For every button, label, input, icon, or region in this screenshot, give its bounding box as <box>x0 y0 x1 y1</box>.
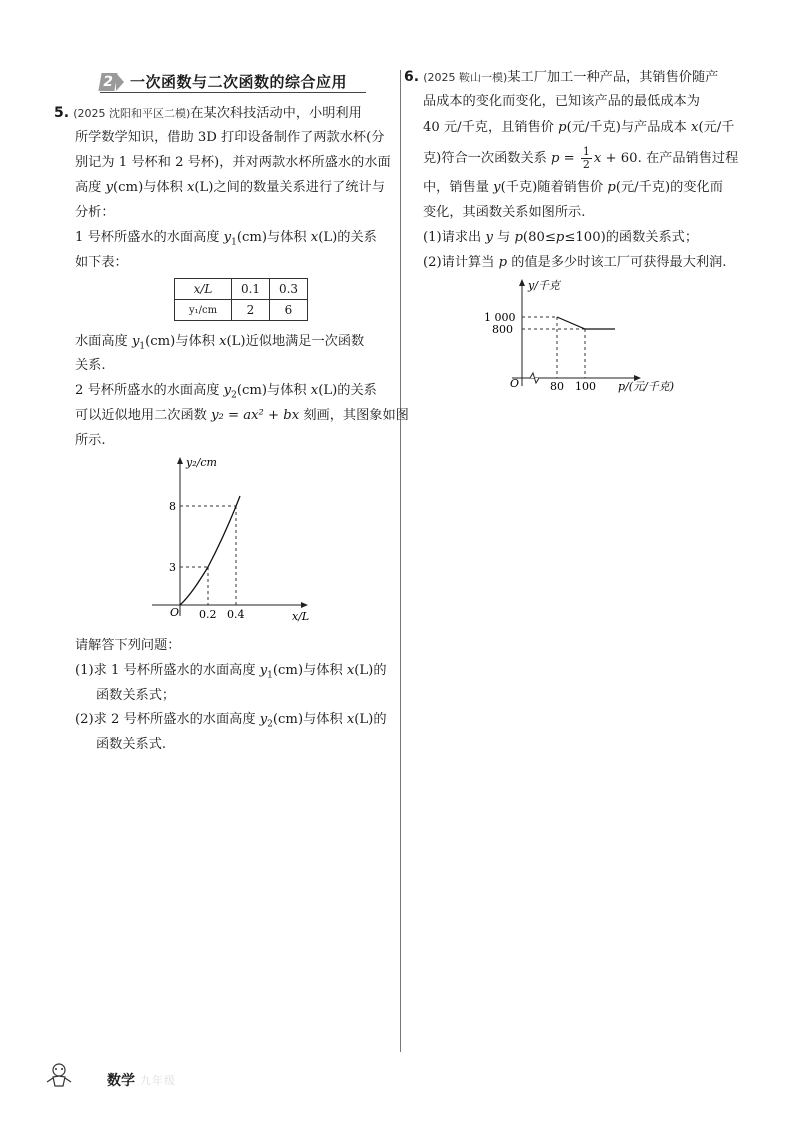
column-divider <box>400 70 401 1052</box>
table-cell: 0.3 <box>270 279 308 300</box>
q6-graph <box>478 276 688 400</box>
x-tick-label: 100 <box>575 380 596 393</box>
q5-number: 5. <box>54 105 70 121</box>
q5-text: 在某次科技活动中，小明利用 <box>190 106 362 121</box>
table-row <box>175 300 308 321</box>
q6-line-1 <box>404 67 718 88</box>
y-tick-label: 8 <box>169 500 176 513</box>
q5-line-3: 别记为 1 号杯和 2 号杯)，并对两款水杯所盛水的水面 <box>75 155 391 170</box>
q5-cup2-line-3: 所示. <box>75 433 106 448</box>
q6-line-4: 克)符合一次函数关系 p = $\frac{1}{2}$ x + 60. 在产品销售过程 <box>423 145 739 171</box>
section-header <box>100 70 366 94</box>
footer-subject: 数学 <box>107 1073 135 1089</box>
q5-cup2-line-1: 2 号杯所盛水的水面高度 $y_2(cm)$与体积 x(L)的关系 <box>75 383 377 401</box>
section-title: 一次函数与二次函数的综合应用 <box>130 73 348 91</box>
q5-line-1 <box>54 103 362 124</box>
q6-line-3: 40 元/千克，且销售价 p(元/千克)与产品成本 x(元/千 <box>423 120 735 135</box>
table-cell: 2 <box>232 300 270 321</box>
section-arrow-icon <box>116 73 124 91</box>
axis-break-icon <box>530 373 539 383</box>
section-number-badge: 2 <box>98 73 117 91</box>
y-tick-label: 800 <box>492 323 513 336</box>
q5-value-table <box>174 278 308 321</box>
origin-label: O <box>510 377 520 390</box>
q5-line-5: 分析： <box>75 205 115 220</box>
origin-label: O <box>170 606 180 619</box>
y-axis-label: y₂/cm <box>186 456 217 469</box>
x-tick-label: 0.4 <box>227 608 245 621</box>
q6-line-2: 品成本的变化而变化，已知该产品的最低成本为 <box>423 94 700 109</box>
q5-part-1-line-1: (1)求 1 号杯所盛水的水面高度 $y_1(cm)$与体积 x(L)的 <box>75 663 387 681</box>
q5-source: (2025 沈阳和平区二模) <box>73 107 191 120</box>
x-axis-label: x/L <box>292 610 310 623</box>
q5-ask: 请解答下列问题： <box>75 638 181 653</box>
q6-source: (2025 鞍山一模) <box>423 71 508 84</box>
table-cell: 0.1 <box>232 279 270 300</box>
footer-faded-text: 九年级 <box>140 1074 176 1087</box>
y-tick-label: 3 <box>169 561 176 574</box>
x-axis-label: p/(元/千克) <box>618 380 675 393</box>
q6-line-5: 中，销售量 y(千克)随着销售价 p(元/千克)的变化而 <box>423 180 723 195</box>
y-axis-label: y/千克 <box>528 279 560 292</box>
q5-after-table-line-1: 水面高度 $y_1(cm)$与体积 x(L)近似地满足一次函数 <box>75 334 365 352</box>
x-tick-label: 80 <box>550 380 564 393</box>
q5-part-2-line-1: (2)求 2 号杯所盛水的水面高度 $y_2(cm)$与体积 x(L)的 <box>75 712 387 730</box>
table-cell: 6 <box>270 300 308 321</box>
q6-part-1: (1)请求出 y 与 p(80≤p≤100)的函数关系式； <box>423 230 699 245</box>
q5-graph <box>140 448 330 633</box>
q6-part-2: (2)请计算当 p 的值是多少时该工厂可获得最大利润. <box>423 255 727 270</box>
x-tick-label: 0.2 <box>199 608 217 621</box>
q6-number: 6. <box>404 69 420 85</box>
sales-function-line <box>557 317 615 329</box>
q6-text: 某工厂加工一种产品，其销售价随产 <box>507 70 719 85</box>
quadratic-formula: y₂ = ax² + bx <box>211 408 300 423</box>
parabola-curve <box>180 496 240 605</box>
y-tick-label: 1 000 <box>484 311 516 324</box>
table-cell: y₁/cm <box>175 300 232 321</box>
q5-line-4: 高度 y(cm)与体积 x(L)之间的数量关系进行了统计与 <box>75 180 385 195</box>
table-row <box>175 279 308 300</box>
section-underline <box>100 92 366 93</box>
q5-after-table-line-2: 关系. <box>75 358 106 373</box>
q5-part-2-line-2: 函数关系式. <box>96 737 167 752</box>
q5-cup1-line-1: 1 号杯所盛水的水面高度 $y_1(cm)$与体积 x(L)的关系 <box>75 230 377 248</box>
q5-cup1-line-2: 如下表： <box>75 255 128 270</box>
q5-cup2-line-2: 可以近似地用二次函数 y₂ = ax² + bx 刻画，其图象如图 <box>75 408 409 423</box>
q5-line-2: 所学数学知识，借助 3D 打印设备制作了两款水杯(分 <box>75 130 385 145</box>
q6-line-6: 变化，其函数关系如图所示. <box>423 205 586 220</box>
mascot-logo-icon <box>44 1062 74 1090</box>
table-cell: x/L <box>175 279 232 300</box>
q5-part-1-line-2: 函数关系式； <box>96 688 176 703</box>
fraction-one-half: $\frac{1}{2}$ <box>582 145 590 171</box>
